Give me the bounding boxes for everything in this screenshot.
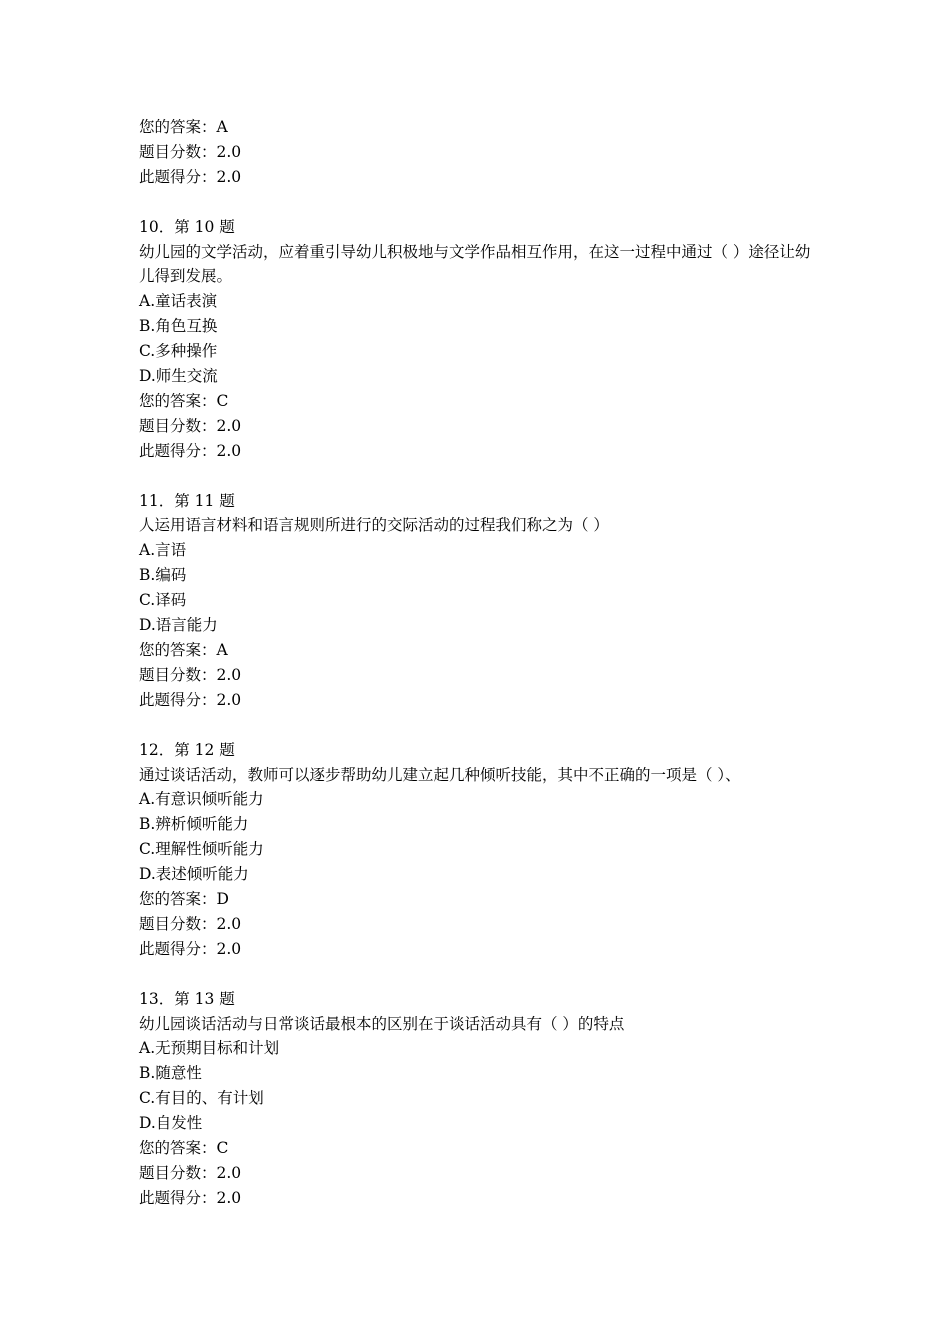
option-d: D.语言能力 <box>139 616 218 635</box>
spacer <box>139 713 829 738</box>
earned-score: 此题得分：2.0 <box>139 441 242 460</box>
earned-score: 此题得分：2.0 <box>139 1188 242 1207</box>
question-10 <box>139 215 829 464</box>
option-d: D.自发性 <box>139 1114 203 1133</box>
spacer <box>139 962 829 987</box>
spacer <box>139 190 829 215</box>
question-stem: 人运用语言材料和语言规则所进行的交际活动的过程我们称之为（ ） <box>139 516 609 535</box>
option-a: A.有意识倾听能力 <box>139 790 264 809</box>
question-score: 题目分数：2.0 <box>139 416 242 435</box>
option-d: D.表述倾听能力 <box>139 865 249 884</box>
option-b: B.编码 <box>139 566 187 585</box>
question-13 <box>139 987 829 1211</box>
question-heading: 13．第 13 题 <box>139 989 235 1008</box>
option-a: A.无预期目标和计划 <box>139 1039 280 1058</box>
option-c: C.译码 <box>139 591 187 610</box>
earned-score: 此题得分：2.0 <box>139 167 242 186</box>
option-a: A.童话表演 <box>139 292 218 311</box>
option-b: B.辨析倾听能力 <box>139 815 249 834</box>
question-score: 题目分数：2.0 <box>139 665 242 684</box>
question-heading: 10．第 10 题 <box>139 217 235 236</box>
question-heading: 12．第 12 题 <box>139 740 235 759</box>
question-score: 题目分数：2.0 <box>139 914 242 933</box>
your-answer: 您的答案：C <box>139 391 229 410</box>
your-answer: 您的答案：A <box>139 118 228 136</box>
question-stem: 通过谈话活动，教师可以逐步帮助幼儿建立起几种倾听技能，其中不正确的一项是（ ）、 <box>139 765 741 784</box>
question-score: 题目分数：2.0 <box>139 1164 242 1182</box>
question-stem: 幼儿园的文学活动，应着重引导幼儿积极地与文学作品相互作用，在这一过程中通过（ ）途径让幼儿得到发展。 <box>139 242 811 286</box>
spacer <box>139 464 829 489</box>
question-score: 题目分数：2.0 <box>139 142 242 161</box>
option-c: C.理解性倾听能力 <box>139 840 264 859</box>
option-a: A.言语 <box>139 541 187 560</box>
your-answer: 您的答案：A <box>139 641 228 659</box>
option-b: B.角色互换 <box>139 317 218 336</box>
earned-score: 此题得分：2.0 <box>139 939 242 958</box>
option-c: C.有目的、有计划 <box>139 1089 264 1108</box>
previous-question-result <box>139 115 829 190</box>
question-11 <box>139 489 829 713</box>
your-answer: 您的答案：C <box>139 1139 229 1158</box>
question-heading: 11．第 11 题 <box>139 491 235 510</box>
option-d: D.师生交流 <box>139 367 218 386</box>
earned-score: 此题得分：2.0 <box>139 690 242 709</box>
question-stem: 幼儿园谈话活动与日常谈话最根本的区别在于谈话活动具有（ ）的特点 <box>139 1014 625 1033</box>
question-12 <box>139 738 829 962</box>
option-c: C.多种操作 <box>139 342 218 361</box>
document-page <box>139 115 829 1211</box>
option-b: B.随意性 <box>139 1064 202 1083</box>
your-answer: 您的答案：D <box>139 890 229 909</box>
